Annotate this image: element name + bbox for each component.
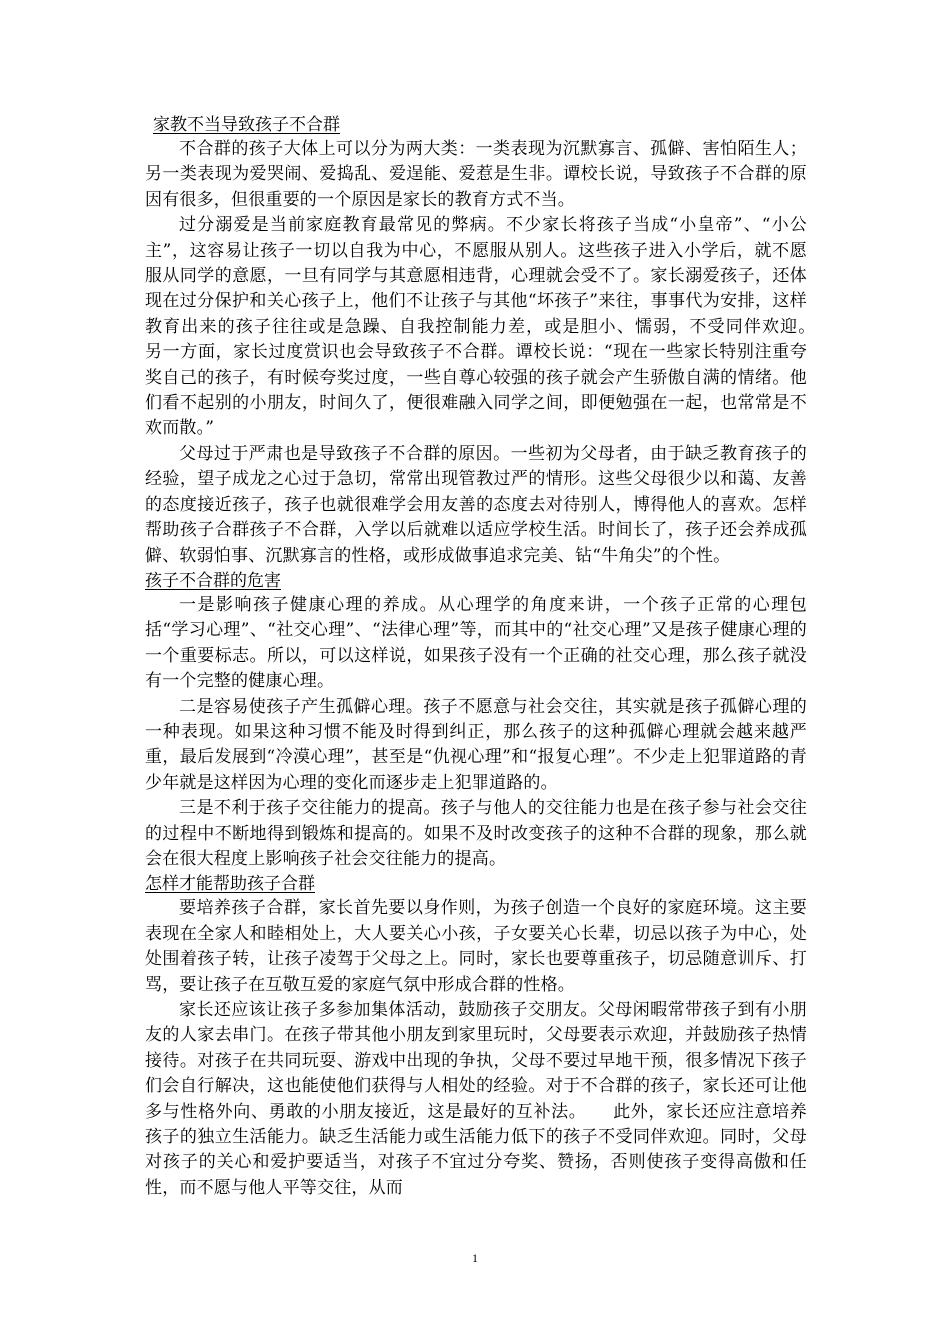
page-number: 1 <box>472 1251 478 1265</box>
paragraph: 家长还应该让孩子多参加集体活动，鼓励孩子交朋友。父母闲暇常带孩子到有小朋友的人家去串门。在孩子带其他小朋友到家里玩时，父母要表示欢迎，并鼓励孩子热情接待。对孩子在共同玩耍、游戏中出现的争执，父母不要过早地干预，很多情况下孩子们会自行解决，这也能使他们获得与人相处的经验。对于不合群的孩子，家长还可让他多与性格外向、勇敢的小朋友接近，这是最好的互补法。 此外，家长还应注意培养孩子的独立生活能力。缺乏生活能力或生活能力低下的孩子不受同伴欢迎。同时，父母对孩子的关心和爱护要适当，对孩子不宜过分夸奖、赞扬，否则使孩子变得高傲和任性，而不愿与他人平等交往，从而 <box>145 1000 807 1198</box>
paragraph: 不合群的孩子大体上可以分为两大类：一类表现为沉默寡言、孤僻、害怕陌生人；另一类表现为爱哭闹、爱捣乱、爱逞能、爱惹是生非。谭校长说，导致孩子不合群的原因有很多，但很重要的一个原因是家长的教育方式不当。 <box>145 139 807 210</box>
document-page <box>145 113 842 1201</box>
paragraph: 二是容易使孩子产生孤僻心理。孩子不愿意与社会交往，其实就是孩子孤僻心理的一种表现。如果这种习惯不能及时得到纠正，那么孩子的这种孤僻心理就会越来越严重，最后发展到“冷漠心理”，甚至是“仇视心理”和“报复心理”。不少走上犯罪道路的青少年就是这样因为心理的变化而逐步走上犯罪道路的。 <box>145 696 807 793</box>
paragraph: 三是不利于孩子交往能力的提高。孩子与他人的交往能力也是在孩子参与社会交往的过程中不断地得到锻炼和提高的。如果不及时改变孩子的这种不合群的现象，那么就会在很大程度上影响孩子社会交往能力的提高。 <box>145 798 807 869</box>
paragraph: 要培养孩子合群，家长首先要以身作则，为孩子创造一个良好的家庭环境。这主要表现在全家人和睦相处上，大人要关心小孩，子女要关心长辈，切忌以孩子为中心，处处围着孩子转，让孩子凌驾于父母之上。同时，家长也要尊重孩子，切忌随意训斥、打骂，要让孩子在互敬互爱的家庭气氛中形成合群的性格。 <box>145 898 807 995</box>
section-title-harm: 孩子不合群的危害 <box>145 570 281 591</box>
paragraph: 父母过于严肃也是导致孩子不合群的原因。一些初为父母者，由于缺乏教育孩子的经验，望子成龙之心过于急切，常常出现管教过严的情形。这些父母很少以和蔼、友善的态度接近孩子，孩子也就很难学会用友善的态度去对待别人，博得他人的喜欢。怎样帮助孩子合群孩子不合群，入学以后就难以适应学校生活。时间长了，孩子还会养成孤僻、软弱怕事、沉默寡言的性格，或形成做事追求完美、钻“牛角尖”的个性。 <box>145 443 807 566</box>
paragraph: 过分溺爱是当前家庭教育最常见的弊病。不少家长将孩子当成“小皇帝”、“小公主”，这容易让孩子一切以自我为中心，不愿服从别人。这些孩子进入小学后，就不愿服从同学的意愿，一旦有同学与其意愿相违背，心理就会受不了。家长溺爱孩子，还体现在过分保护和关心孩子上，他们不让孩子与其他“坏孩子”来往，事事代为安排，这样教育出来的孩子往往或是急躁、自我控制能力差，或是胆小、懦弱，不受同伴欢迎。 另一方面，家长过度赏识也会导致孩子不合群。谭校长说：“现在一些家长特别注重夸奖自己的孩子，有时候夸奖过度，一些自尊心较强的孩子就会产生骄傲自满的情绪。他们看不起别的小朋友，时间久了，便很难融入同学之间，即便勉强在一起，也常常是不欢而散。” <box>145 215 842 439</box>
section-title-family-education: 家教不当导致孩子不合群 <box>153 115 340 135</box>
paragraph: 一是影响孩子健康心理的养成。从心理学的角度来讲，一个孩子正常的心理包括“学习心理”、“社交心理”、“法律心理”等，而其中的“社交心理”又是孩子健康心理的一个重要标志。所以，可以这样说，如果孩子没有一个正确的社交心理，那么孩子就没有一个完整的健康心理。 <box>145 594 807 692</box>
section-title-how-to-help: 怎样才能帮助孩子合群 <box>145 874 315 895</box>
